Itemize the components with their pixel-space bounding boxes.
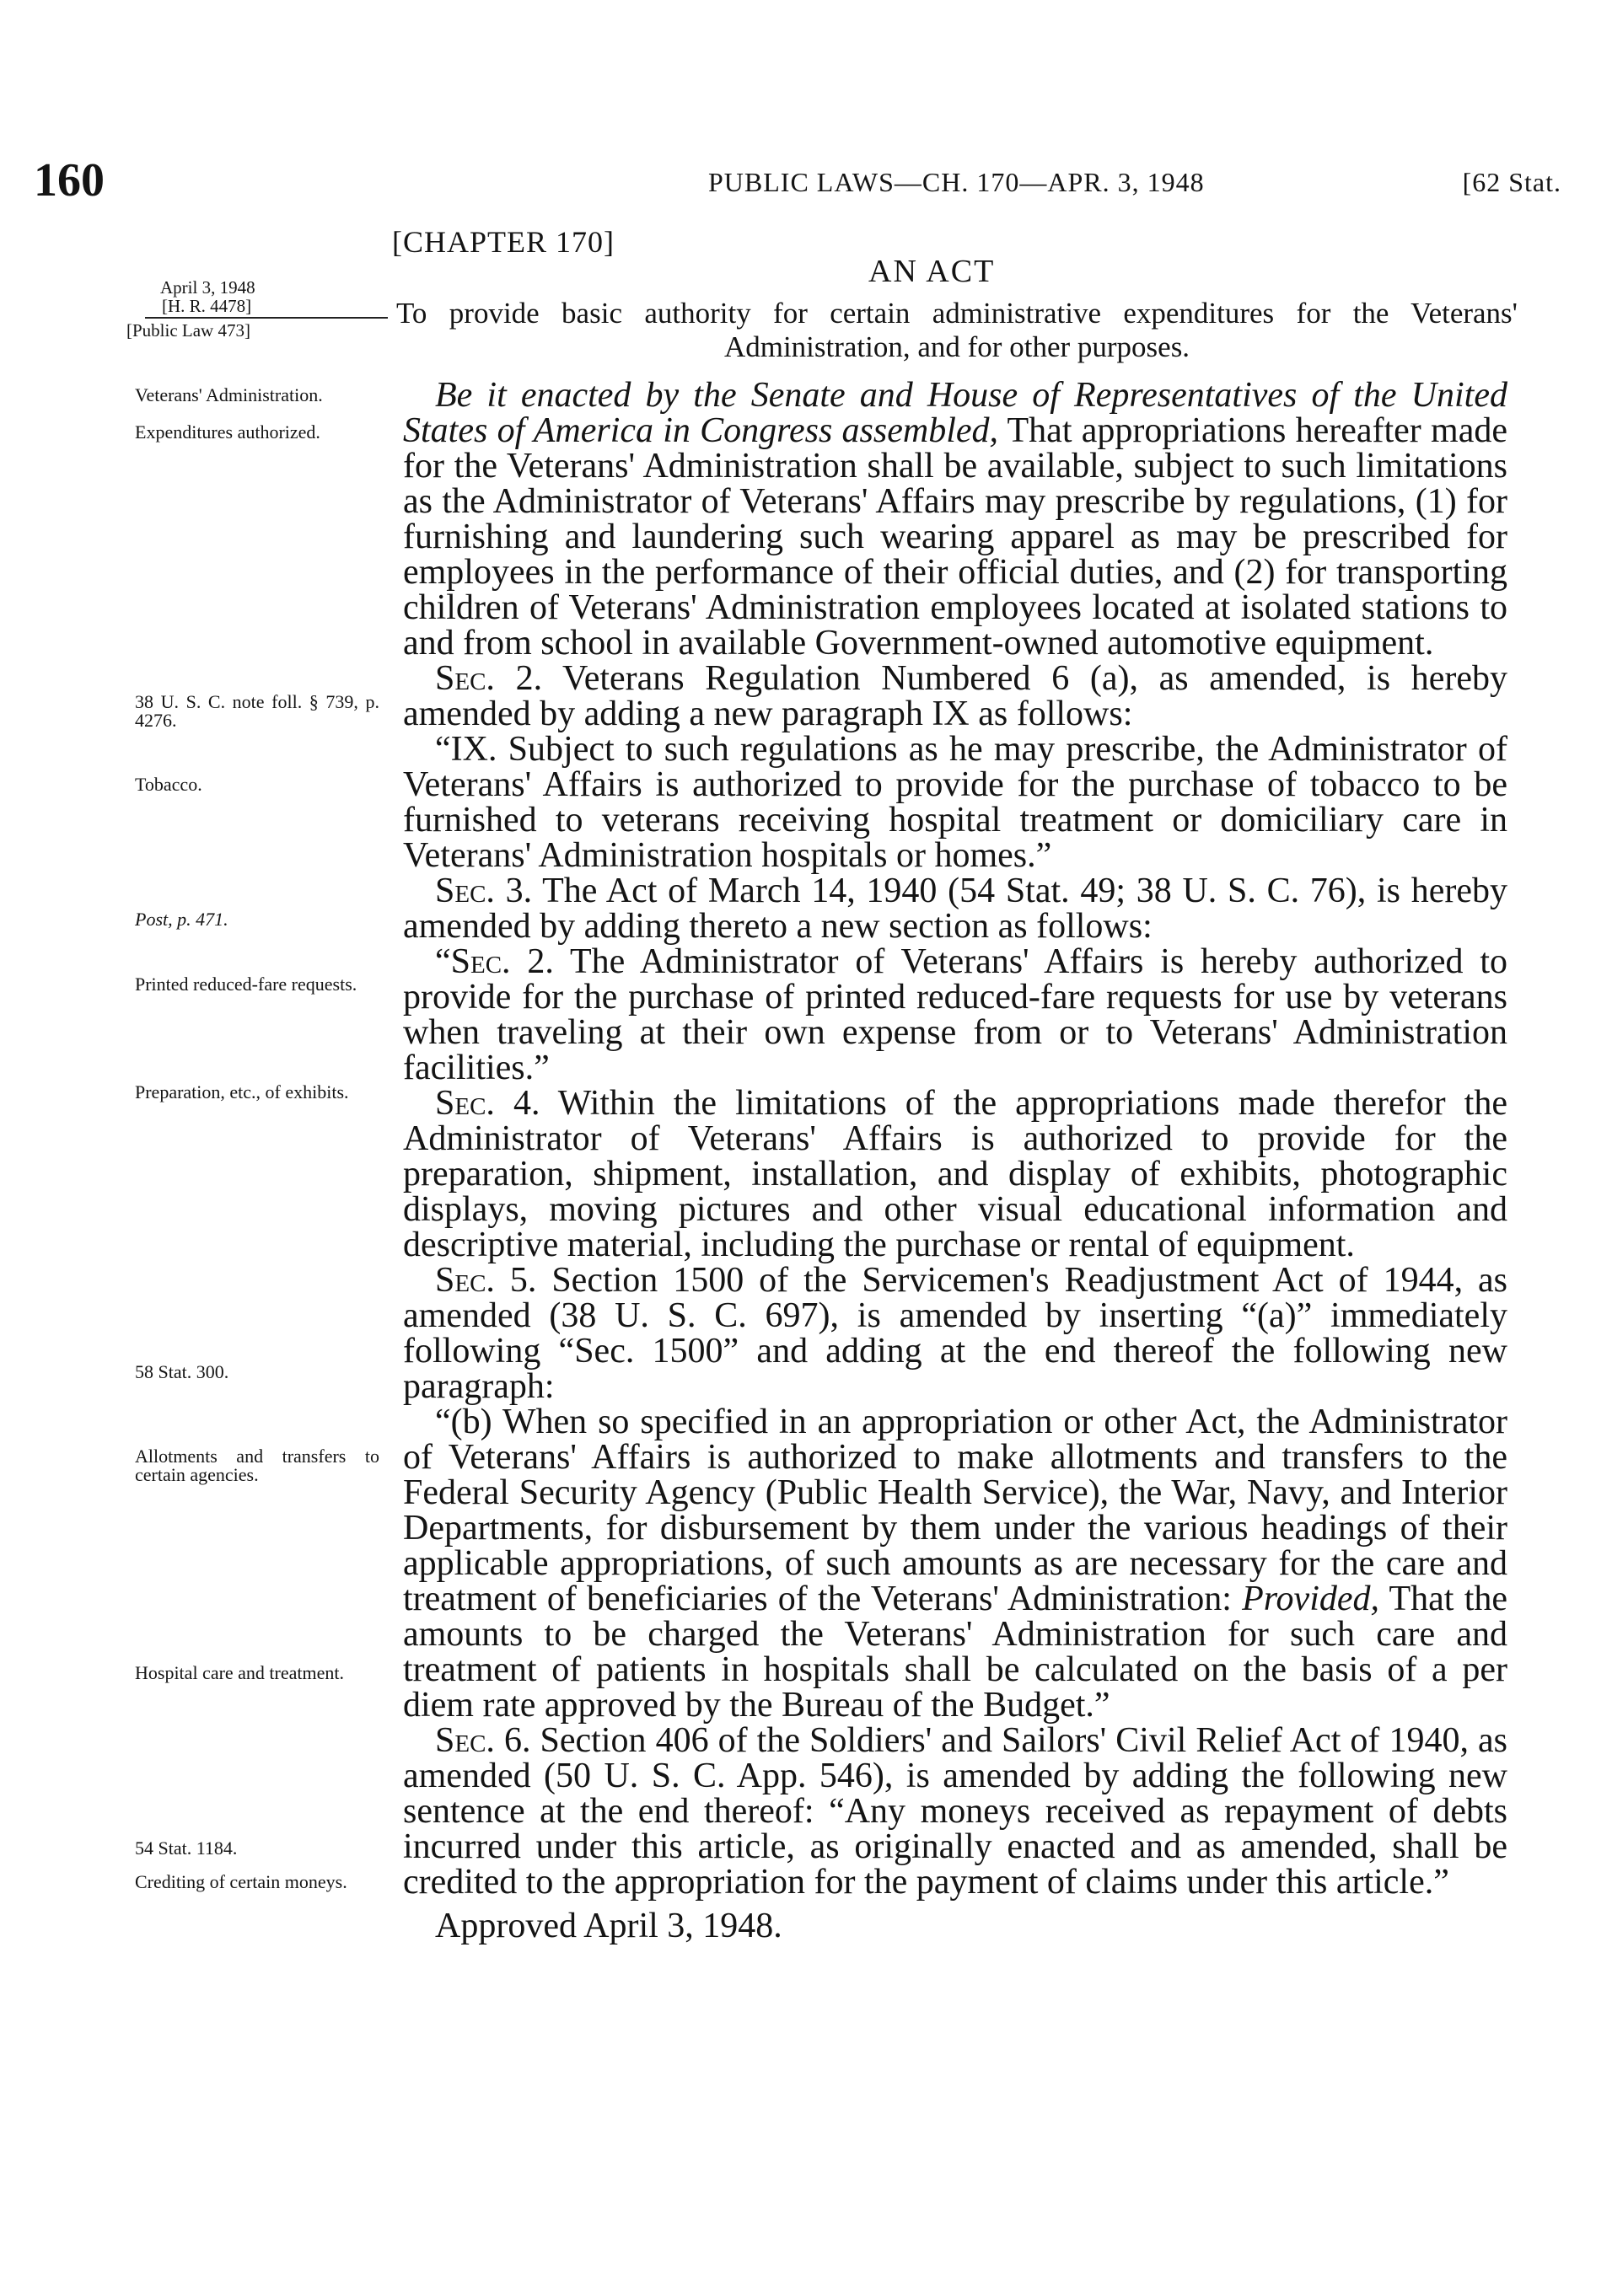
section-4-text: Within the limitations of the appropriations made therefor the Administrator of Veterans' Affairs is authorized to provide for the preparation, shipment, installation, and display of exhibits, photographic displays, moving pictures and other visual educational information and descriptive material, including the purchase or rental of equipment. [403, 1084, 1507, 1264]
margin-note: 38 U. S. C. note foll. § 739, p. 4276. [135, 691, 379, 731]
act-title: AN ACT [868, 254, 996, 289]
section-5-text: Section 1500 of the Servicemen's Readjustment Act of 1944, as amended (38 U. S. C. 697), is amended by inserting “(a)” immediately following “Sec. 1500” and adding at the end thereof the following new paragraph: [403, 1261, 1507, 1406]
section-2-quote: “IX. Subject to such regulations as he may prescribe, the Administrator of Veterans' Affairs is authorized to provide for the purchase of tobacco to be furnished to veterans receiving hospital treatment or domiciliary care in Veterans' Administration hospitals or homes.” [403, 730, 1507, 875]
margin-note: 58 Stat. 300. [135, 1361, 229, 1382]
public-law-number: [Public Law 473] [126, 320, 250, 341]
act-purpose: To provide basic authority for certain administrative expenditures for the Veterans' Administration, and for other purposes. [396, 297, 1518, 363]
section-label: “Sec. 2. [435, 942, 554, 981]
approval-line: Approved April 3, 1948. [435, 1907, 782, 1945]
section-5-quote-a: “(b) When so specified in an appropriation or other Act, the Administrator of Veterans' Affairs is authorized to make allotments and transfers to the Federal Security Agency (Public Health Service), the War, Navy, and Interior Departments, for disbursement by them under the various headings of their applicable appropriations, of such amounts as are necessary for the care and treatment of beneficiaries of the Veterans' Administration: [403, 1403, 1507, 1618]
section-label: Sec. 2. [435, 659, 543, 698]
bill-info [126, 278, 388, 340]
running-head: PUBLIC LAWS—CH. 170—APR. 3, 1948 [708, 167, 1205, 197]
margin-note: Post, p. 471. [135, 909, 228, 930]
chapter-heading: [CHAPTER 170] [392, 225, 615, 259]
paragraph-sec3-quote [403, 944, 1507, 1086]
margin-note: 54 Stat. 1184. [135, 1837, 238, 1859]
margin-note: Crediting of certain moneys. [135, 1871, 347, 1892]
section-label: Sec. 3. [435, 872, 533, 910]
paragraph-sec5-quote [403, 1404, 1507, 1723]
section-1-text: That appropriations hereafter made for the Veterans' Administration shall be available, subject to such limitations as the Administrator of Veterans' Affairs may prescribe by regulations, (1) for furnishing and laundering such wearing apparel as may be prescribed for employees in the performance of their official duties, and (2) for transporting children of Veterans' Administration employees located at isolated stations to and from school in available Government-owned automotive equipment. [403, 411, 1507, 663]
margin-note: Veterans' Administration. [135, 384, 323, 405]
section-6-text: Section 406 of the Soldiers' and Sailors' Civil Relief Act of 1940, as amended (50 U. S. C. App. 546), is amended by adding the following new sentence at the end thereof: “Any moneys received as repayment of debts incurred under this article, as originally enacted and as amended, shall be credited to the appropriation for the payment of claims under this article.” [403, 1721, 1507, 1902]
margin-note: Allotments and transfers to certain agencies. [135, 1446, 379, 1485]
enacting-clause: Be it enacted by the Senate and House of Representatives of the United States of America in Congress assembled, [403, 376, 1507, 450]
section-3-quote: The Administrator of Veterans' Affairs is hereby authorized to provide for the purchase of printed reduced-fare requests for use by veterans when traveling at their own expense from or to Veterans' Administration facilities.” [403, 942, 1507, 1087]
paragraph-sec5 [403, 1263, 1507, 1404]
page-number: 160 [34, 154, 105, 207]
paragraph-sec4 [403, 1086, 1507, 1263]
section-3-text: The Act of March 14, 1940 (54 Stat. 49; 38 U. S. C. 76), is hereby amended by adding thereto a new section as follows: [403, 872, 1508, 946]
section-label: Sec. 5. [435, 1261, 537, 1300]
page-header [34, 153, 1578, 212]
margin-note: Hospital care and treatment. [135, 1662, 345, 1683]
paragraph-sec3 [403, 873, 1507, 944]
section-label: Sec. 6. [435, 1721, 531, 1760]
margin-note: Expenditures authorized. [135, 421, 320, 443]
bill-number: [H. R. 4478] [145, 297, 388, 319]
paragraph-sec2 [403, 661, 1507, 732]
act-body [403, 378, 1507, 1944]
margin-note: Tobacco. [135, 774, 202, 795]
margin-note: Printed reduced-fare requests. [135, 974, 357, 995]
section-label: Sec. 4. [435, 1084, 540, 1123]
provided-clause: Provided, [1242, 1580, 1380, 1618]
statute-volume-ref: [62 Stat. [1462, 167, 1561, 197]
section-2-text: Veterans Regulation Numbered 6 (a), as amended, is hereby amended by adding a new paragraph IX as follows: [403, 659, 1508, 733]
section-5-quote-b: That the amounts to be charged the Veterans' Administration for such care and treatment of patients in hospitals shall be calculated on the basis of a per diem rate approved by the Bureau of the Budget.” [403, 1580, 1508, 1725]
margin-note: Preparation, etc., of exhibits. [135, 1081, 349, 1102]
paragraph-enacting [403, 378, 1507, 661]
enactment-date: April 3, 1948 [160, 277, 255, 298]
paragraph-sec6 [403, 1723, 1507, 1900]
